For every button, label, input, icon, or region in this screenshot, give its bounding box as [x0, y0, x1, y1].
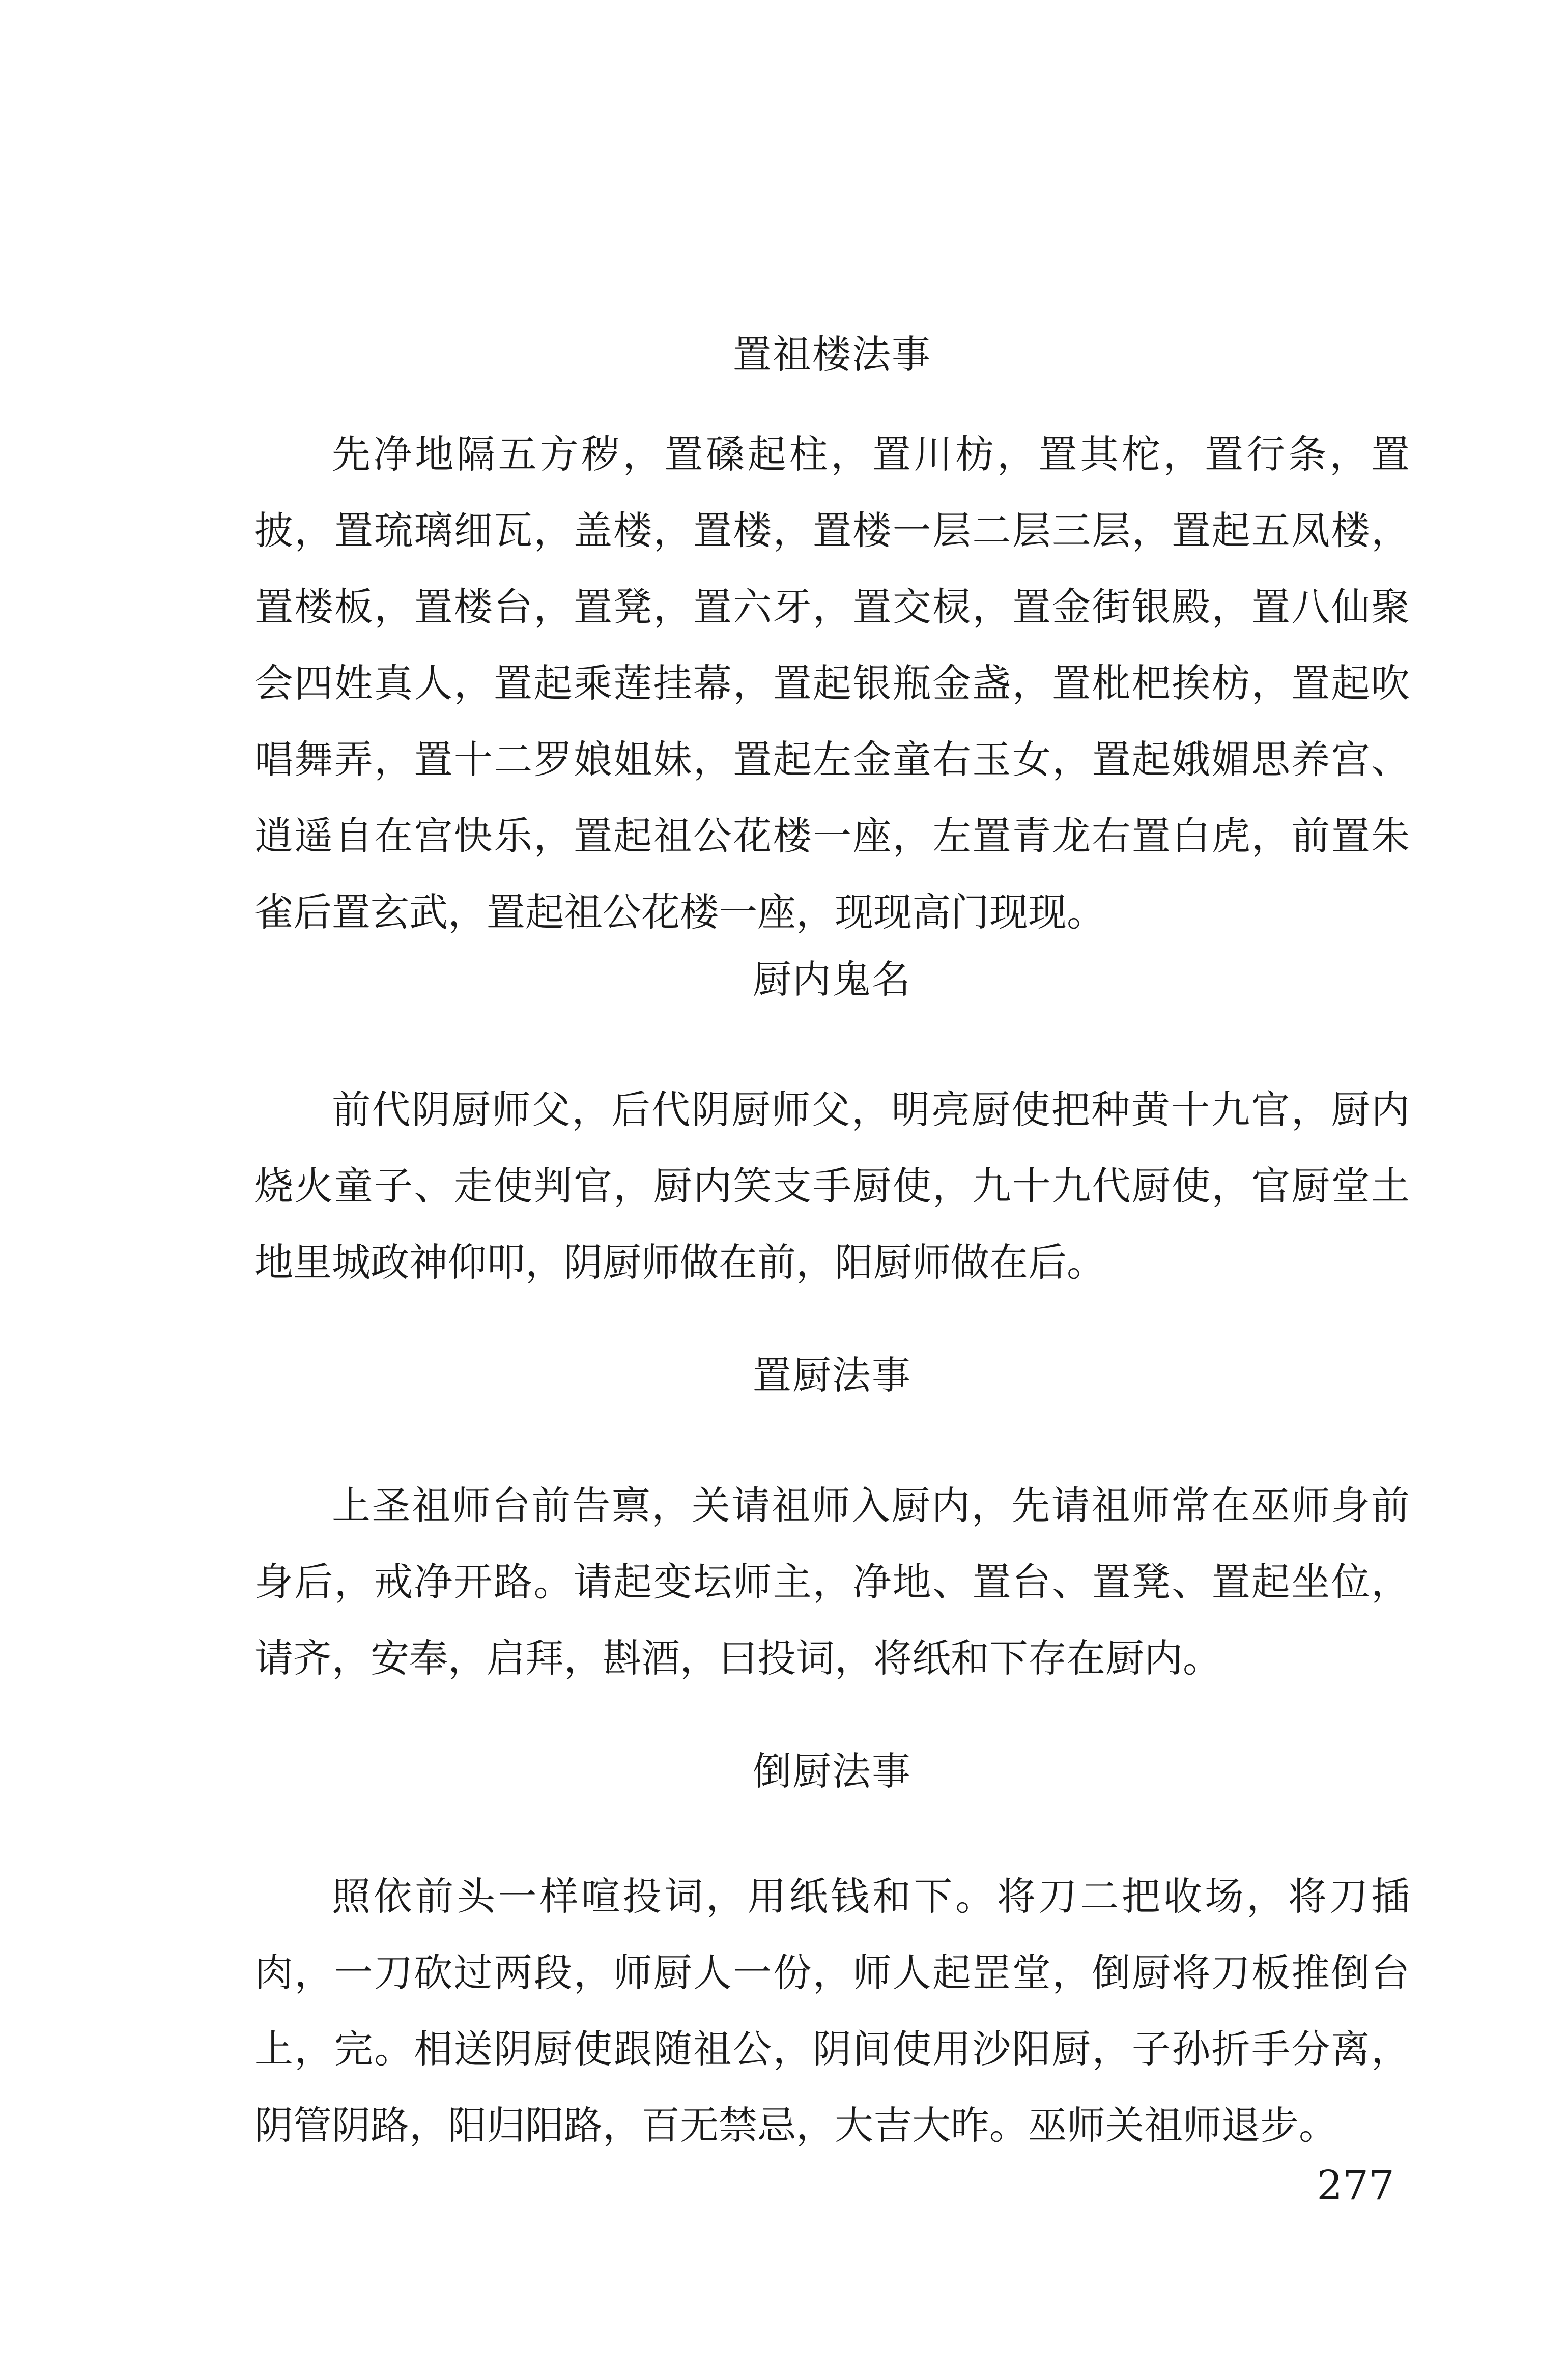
section-body-zhi-chu: 上圣祖师台前告禀，关请祖师入厨内，先请祖师常在巫师身前身后，戒净开路。请起变坛师主，净地、置台、置凳、置起坐位，请齐，安奉，启拜，斟酒，曰投词，将纸和下存在厨内。 [254, 1483, 1410, 1681]
section-body-dao-chu: 照依前头一样喧投词，用纸钱和下。将刀二把收场，将刀插肉，一刀砍过两段，师厨人一份，师人起罡堂，倒厨将刀板推倒台上，完。相送阴厨使跟随祖公，阴间使用沙阳厨，子孙折手分离，阴管阴路，阳归阳路，百无禁忌，大吉大昨。巫师关祖师退步。 [254, 1874, 1410, 2148]
section-heading-zhi-zu-lou: 置祖楼法事 [733, 332, 931, 377]
section-heading-dao-chu: 倒厨法事 [753, 1748, 911, 1794]
page-number: 277 [1317, 2162, 1394, 2209]
section-body-chu-nei-gui-ming: 前代阴厨师父，后代阴厨师父，明亮厨使把种黄十九官，厨内烧火童子、走使判官，厨内笑支手厨使，九十九代厨使，官厨堂土地里城政神仰叩，阴厨师做在前，阳厨师做在后。 [254, 1087, 1410, 1285]
section-body-zhi-zu-lou: 先净地隔五方秽，置磉起柱，置川枋，置其柁，置行条，置披，置琉璃细瓦，盖楼，置楼，置楼一层二层三层，置起五凤楼，置楼板，置楼台，置凳，置六牙，置交棂，置金街银殿，置八仙聚会四姓真人，置起乘莲挂幕，置起银瓶金盏，置枇杷挨枋，置起吹唱舞弄，置十二罗娘姐妹，置起左金童右玉女，置起娥媚思养宫、逍遥自在宫快乐，置起祖公花楼一座，左置青龙右置白虎，前置朱雀后置玄武，置起祖公花楼一座，现现高门现现。 [254, 432, 1410, 935]
section-heading-zhi-chu: 置厨法事 [753, 1353, 911, 1398]
section-heading-chu-nei-gui-ming: 厨内鬼名 [753, 957, 911, 1002]
